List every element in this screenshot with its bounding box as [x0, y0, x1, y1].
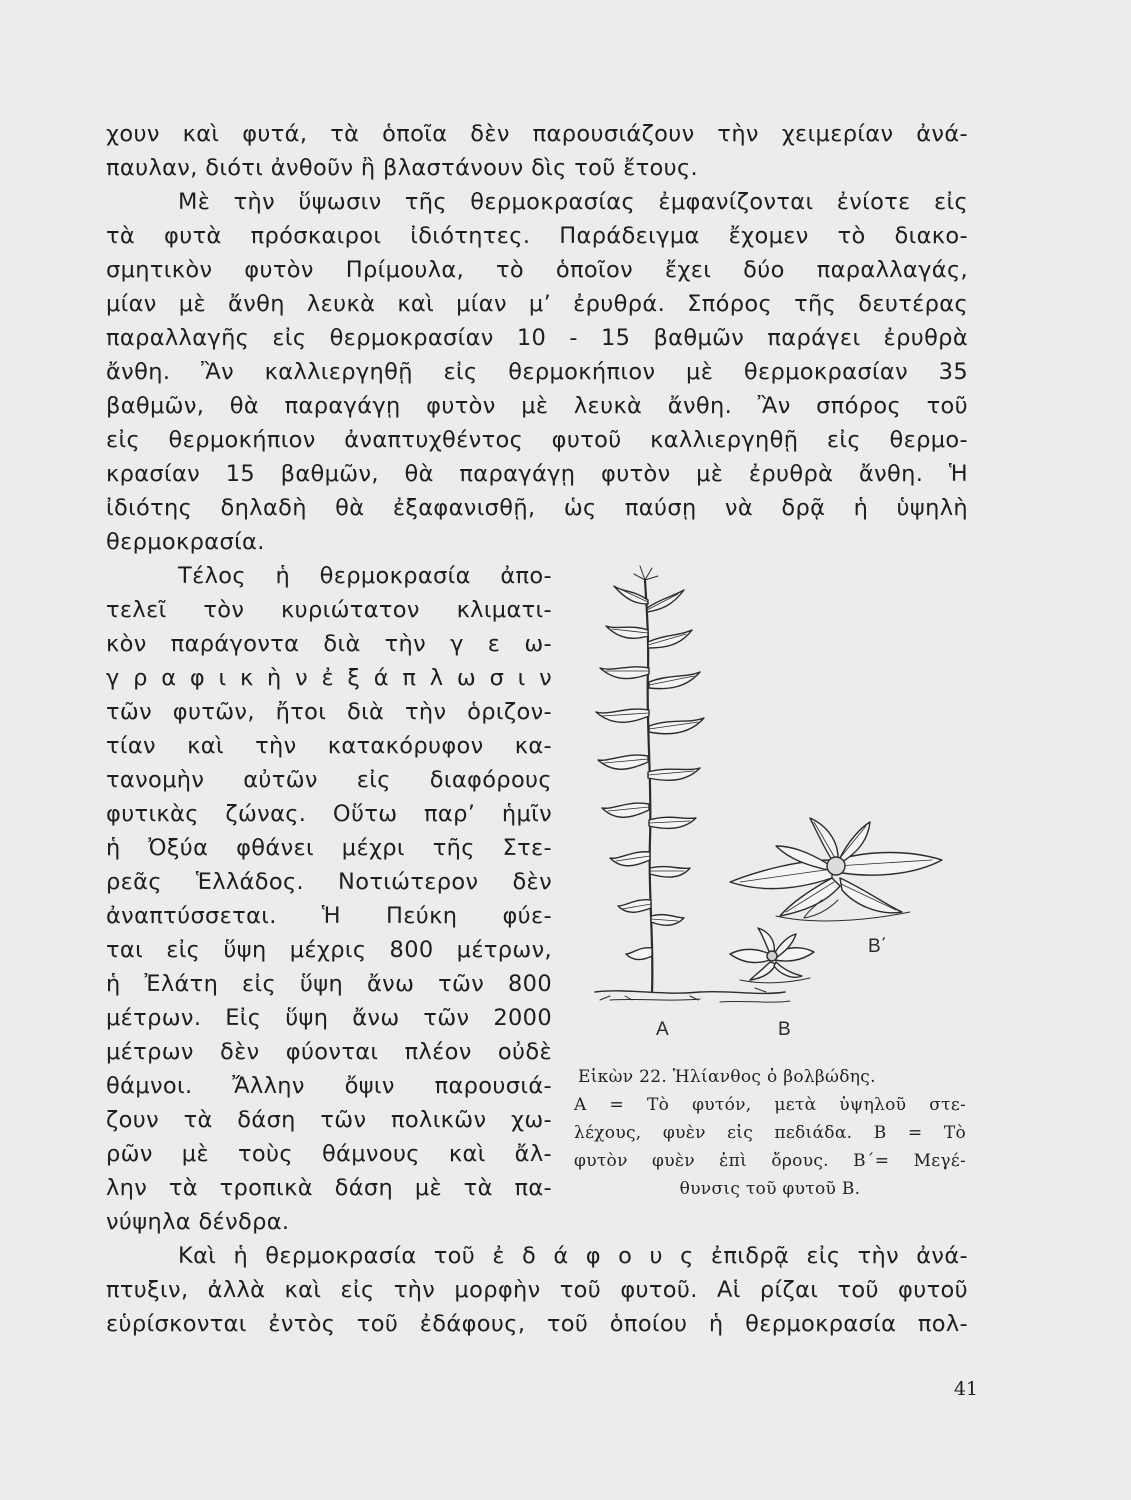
text-line: εὑρίσκονται ἐντὸς τοῦ ἐδάφους, τοῦ ὁποίου ἡ θερμοκρασία πολ-: [106, 1311, 968, 1337]
text-line: τανομὴν αὐτῶν εἰς διαφόρους: [106, 767, 552, 793]
text-line: τελεῖ τὸν κυριώτατον κλιματι-: [106, 597, 552, 623]
text-line: εἰς θερμοκήπιον ἀναπτυχθέντος φυτοῦ καλλιεργηθῇ εἰς θερμο-: [106, 427, 968, 453]
text-line: σμητικὸν φυτὸν Πρίμουλα, τὸ ὁποῖον ἔχει δύο παραλλαγάς,: [106, 257, 968, 283]
text-line: ἡ Ἐλάτη εἰς ὕψη ἄνω τῶν 800: [106, 971, 552, 997]
text-line: κὸν παράγοντα διὰ τὴν γ ε ω-: [106, 631, 552, 657]
text-line: κρασίαν 15 βαθμῶν, θὰ παραγάγῃ φυτὸν μὲ ἐρυθρὰ ἄνθη. Ἡ: [106, 461, 968, 487]
text-line: παυλαν, διότι ἀνθοῦν ἢ βλαστάνουν δὶς τοῦ ἔτους.: [106, 155, 699, 181]
text-line: βαθμῶν, θὰ παραγάγῃ φυτὸν μὲ λευκὰ ἄνθη. Ἂν σπόρος τοῦ: [106, 393, 968, 419]
text-line: παραλλαγῆς εἰς θερμοκρασίαν 10 - 15 βαθμῶν παράγει ἐρυθρὰ: [106, 325, 968, 351]
text-line: μέτρων δὲν φύονται πλέον οὐδὲ: [106, 1039, 552, 1065]
text-line: θάμνοι. Ἄλλην ὄψιν παρουσιά-: [106, 1073, 552, 1099]
text-line: μίαν μὲ ἄνθη λευκὰ καὶ μίαν μ’ ἐρυθρά. Σπόρος τῆς δευτέρας: [106, 291, 968, 317]
text-line: ἡ Ὀξύα φθάνει μέχρι τῆς Στε-: [106, 835, 552, 861]
text-line: τῶν φυτῶν, ἤτοι διὰ τὴν ὁριζον-: [106, 699, 552, 725]
plant-illustration: [570, 560, 960, 1060]
text-line: πτυξιν, ἀλλὰ καὶ εἰς τὴν μορφὴν τοῦ φυτοῦ. Αἱ ρίζαι τοῦ φυτοῦ: [106, 1277, 968, 1303]
text-line: χουν καὶ φυτά, τὰ ὁποῖα δὲν παρουσιάζουν τὴν χειμερίαν ἀνά-: [106, 121, 968, 147]
text-line: ζουν τὰ δάση τῶν πολικῶν χω-: [106, 1107, 552, 1133]
figure-label-a: Α: [656, 1019, 669, 1040]
page-number: 41: [953, 1378, 978, 1400]
figure-label-b-prime: Β΄: [868, 936, 887, 957]
text-line: Μὲ τὴν ὕψωσιν τῆς θερμοκρασίας ἐμφανίζονται ἐνίοτε εἰς: [178, 189, 968, 215]
text-line: νύψηλα δένδρα.: [106, 1209, 290, 1235]
figure-caption-line: Α = Τὸ φυτόν, μετὰ ὑψηλοῦ στε-: [574, 1095, 966, 1115]
text-line: τίαν καὶ τὴν κατακόρυφον κα-: [106, 733, 552, 759]
figure-caption-line: φυτὸν φυὲν ἐπὶ ὄρους. Β΄= Μεγέ-: [574, 1151, 966, 1171]
text-line: τὰ φυτὰ πρόσκαιροι ἰδιότητες. Παράδειγμα ἔχομεν τὸ διακο-: [106, 223, 968, 249]
figure-caption-line: λέχους, φυὲν εἰς πεδιάδα. Β = Τὸ: [574, 1123, 966, 1143]
text-line: γ ρ α φ ι κ ὴ ν ἐ ξ ά π λ ω σ ι ν: [106, 665, 552, 691]
text-line: ρῶν μὲ τοὺς θάμνους καὶ ἄλ-: [106, 1141, 552, 1167]
text-line: Τέλος ἡ θερμοκρασία ἀπο-: [178, 563, 552, 589]
figure-caption-line: θυνσις τοῦ φυτοῦ Β.: [679, 1179, 861, 1199]
text-line: λην τὰ τροπικὰ δάση μὲ τὰ πα-: [106, 1175, 552, 1201]
text-line: μέτρων. Εἰς ὕψη ἄνω τῶν 2000: [106, 1005, 552, 1031]
text-line: ρεᾶς Ἑλλάδος. Νοτιώτερον δὲν: [106, 869, 552, 895]
text-line: Καὶ ἡ θερμοκρασία τοῦ ἐ δ ά φ ο υ ς ἐπιδρᾷ εἰς τὴν ἀνά-: [178, 1243, 968, 1269]
text-line: ἄνθη. Ἂν καλλιεργηθῇ εἰς θερμοκήπιον μὲ θερμοκρασίαν 35: [106, 359, 968, 385]
text-line: ται εἰς ὕψη μέχρις 800 μέτρων,: [106, 937, 552, 963]
text-line: ἰδιότης δηλαδὴ θὰ ἐξαφανισθῇ, ὡς παύσῃ νὰ δρᾷ ἡ ὑψηλὴ: [106, 495, 968, 521]
text-line: θερμοκρασία.: [106, 529, 265, 555]
figure-caption-line: Εἰκὼν 22. Ἡλίανθος ὁ βολβώδης.: [578, 1067, 876, 1087]
text-line: ἀναπτύσσεται. Ἡ Πεύκη φύε-: [106, 903, 552, 929]
text-line: φυτικὰς ζώνας. Οὕτω παρ’ ἡμῖν: [106, 801, 552, 827]
figure-label-b: Β: [778, 1019, 791, 1040]
